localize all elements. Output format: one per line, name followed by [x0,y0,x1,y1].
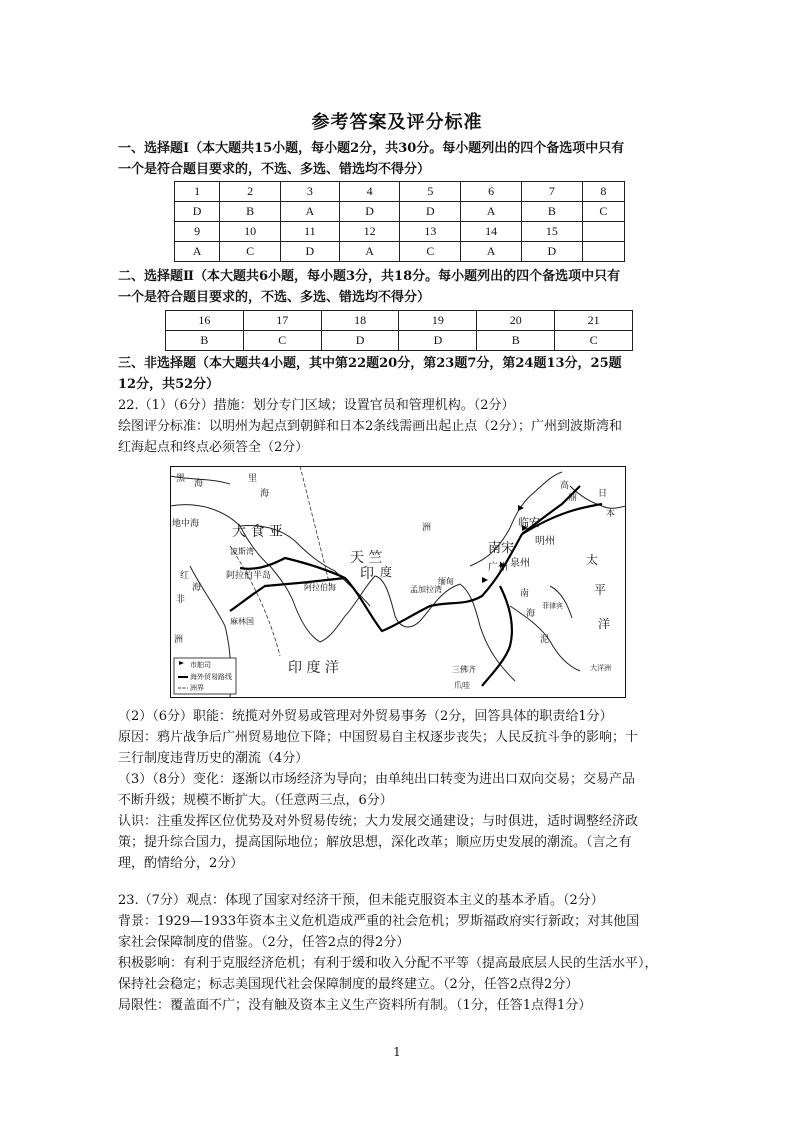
table-cell: C [582,202,624,222]
table-cell: D [321,331,399,351]
table-cell: 5 [400,182,461,202]
map-label: 地中海 [172,519,200,529]
q22-part3-understanding-cont: 策；提升综合国力，提高国际地位；解放思想，深化改革；顺应历史发展的潮流。（言之有 [118,835,632,850]
table-cell: C [400,242,461,262]
table-cell: 2 [220,182,281,202]
map-label: 里 [248,474,258,484]
table-cell: C [220,242,281,262]
answer-table-1 [174,181,625,262]
table-cell: B [166,331,244,351]
q22-part3-understanding-end: 理，酌情给分，2分） [118,856,244,871]
table-cell [582,222,624,242]
table-cell: 14 [461,222,522,242]
table-cell: 11 [280,222,339,242]
map-label: 大 食 亚 [232,524,283,540]
table-cell: B [220,202,281,222]
map-label: 南宋 [488,541,515,556]
q22-part3-understanding: 认识：注重发挥区位优势及对外贸易传统；大力发展交通建设；与时俱进，适时调整经济政 [118,814,639,829]
legend-boundary: 洲界 [190,684,204,692]
table-row [175,242,625,262]
table-cell: 21 [555,311,633,331]
map-legend [174,658,236,694]
map-label: 泉州 [510,558,530,569]
page-number: 1 [393,1045,401,1059]
map-label: 洋 [598,617,611,631]
map-label: 海 [260,489,270,499]
map-label: 海 [192,583,202,593]
map-label: 天 竺 [350,550,383,566]
map-label: 阿拉伯海 [304,583,336,592]
table-cell: D [280,242,339,262]
map-label: 三佛齐 [452,665,476,674]
table-cell: D [339,202,400,222]
q22-part3-cont: 不断升级；规模不断扩大。（任意两三点，6分） [118,793,393,808]
table-row [166,311,633,331]
map-label: 洲 [422,523,432,533]
map-label: 黑 [176,474,186,484]
table-cell: 4 [339,182,400,202]
table-cell: 18 [321,311,399,331]
table-cell: B [477,331,555,351]
table-row [175,182,625,202]
table-cell: A [461,202,522,222]
table-cell: 20 [477,311,555,331]
map-label: 南 [520,589,530,599]
page-title: 参考答案及评分标准 [311,112,483,133]
map-label: 非 [176,595,186,605]
map-label: 缅甸 [438,577,454,586]
table-cell: A [339,242,400,262]
trade-route-map [170,466,626,698]
map-label: 阿拉伯半岛 [226,571,272,581]
table-cell: 9 [175,222,220,242]
map-label: 高 [560,481,570,491]
table-cell: D [400,202,461,222]
map-label: 大洋洲 [590,664,611,672]
map-label: 日 [598,489,608,499]
table-cell: B [522,202,583,222]
table-cell: 19 [399,311,477,331]
map-label: 波斯湾 [230,547,254,556]
map-label: 明州 [535,536,555,547]
q22-drawing-criteria: 绘图评分标准：以明州为起点到朝鲜和日本2条线需画出起止点（2分）；广州到波斯湾和 [118,419,623,434]
table-cell: 16 [166,311,244,331]
table-cell: 7 [522,182,583,202]
table-cell: 3 [280,182,339,202]
table-row [175,202,625,222]
q23-viewpoint: 23.（7分）观点：体现了国家对经济干预，但未能克服资本主义的基本矛盾。（2分） [118,893,604,908]
q22-part3: （3）（8分）变化：逐渐以市场经济为导向；由单纯出口转变为进出口双向交易；交易产品 [118,772,636,787]
section2-heading: 二、选择题Ⅱ（本大题共6小题，每小题3分，共18分。每小题列出的四个备选项中只有 [118,269,621,284]
table-cell: C [243,331,321,351]
section1-heading-cont: 一个是符合题目要求的，不选、多选、错选均不得分） [118,162,431,177]
q23-positive-impact: 积极影响：有利于克服经济危机；有利于缓和收入分配不平等（提高最底层人民的生活水平）， [118,956,658,971]
q23-background-cont: 家社会保障制度的借鉴。（2分，任答2点的得2分） [118,935,410,950]
map-label: 麻林国 [230,617,254,626]
map-label: 洲 [174,635,184,645]
map-label: 孟加拉湾 [410,585,442,594]
table-cell: 17 [243,311,321,331]
table-cell: A [461,242,522,262]
map-label: 海 [194,479,204,489]
table-row [166,331,633,351]
map-label: 印 [360,566,374,582]
map-label: 菲律宾 [542,602,563,610]
table-cell: 1 [175,182,220,202]
table-cell [582,242,624,262]
section1-heading: 一、选择题Ⅰ（本大题共15小题，每小题2分，共30分。每小题列出的四个备选项中只有 [118,141,625,156]
table-cell: D [399,331,477,351]
map-label: 爪哇 [454,681,470,690]
map-label: 海 [526,609,536,619]
table-row [175,222,625,242]
table-cell: A [175,242,220,262]
legend-port: 市舶司 [190,661,211,669]
table-cell: D [522,242,583,262]
map-label: 本 [606,509,616,519]
table-cell: 6 [461,182,522,202]
table-cell: D [175,202,220,222]
q23-background: 背景：1929—1933年资本主义危机造成严重的社会危机；罗斯福政府实行新政；对其他国 [118,914,640,929]
section2-heading-cont: 一个是符合题目要求的，不选、多选、错选均不得分） [118,290,431,305]
map-label: 临安 [518,516,540,529]
q22-drawing-criteria-cont: 红海起点和终点必须答全（2分） [118,440,309,455]
map-label: 红 [180,571,190,581]
q23-limitations: 局限性：覆盖面不广；没有触及资本主义生产资料所有制。（1分，任答1点得1分） [118,998,592,1013]
map-label: 太 [586,553,599,567]
legend-route: 海外贸易路线 [190,673,232,681]
map-label: 丽 [568,493,578,503]
map-label: 平 [594,583,607,597]
table-cell: 13 [400,222,461,242]
map-label: 广州 [488,562,508,573]
q22-part2: （2）（6分）职能：统揽对外贸易或管理对外贸易事务（2分，回答具体的职责给1分） [118,709,613,724]
map-label: 印 度 洋 [288,660,339,676]
table-cell: 10 [220,222,281,242]
answer-table-2 [165,310,633,351]
table-cell: 15 [522,222,583,242]
q22-part1: 22.（1）（6分）措施：划分专门区域；设置官员和管理机构。（2分） [118,398,515,413]
section3-heading-cont: 12分，共52分） [118,377,220,392]
map-label: 泥 [540,635,550,645]
table-cell: 8 [582,182,624,202]
table-cell: A [280,202,339,222]
section3-heading: 三、非选择题（本大题共4小题，其中第22题20分，第23题7分，第24题13分，25题 [118,356,622,371]
q23-positive-impact-cont: 保持社会稳定；标志美国现代社会保障制度的最终建立。（2分，任答2点得2分） [118,977,579,992]
table-cell: 12 [339,222,400,242]
q22-part2-reason-cont: 三行制度违背历史的潮流（4分） [118,751,309,766]
q22-part2-reason: 原因：鸦片战争后广州贸易地位下降；中国贸易自主权逐步丧失；人民反抗斗争的影响；十 [118,730,639,745]
map-label: 度 [380,565,393,579]
table-cell: C [555,331,633,351]
